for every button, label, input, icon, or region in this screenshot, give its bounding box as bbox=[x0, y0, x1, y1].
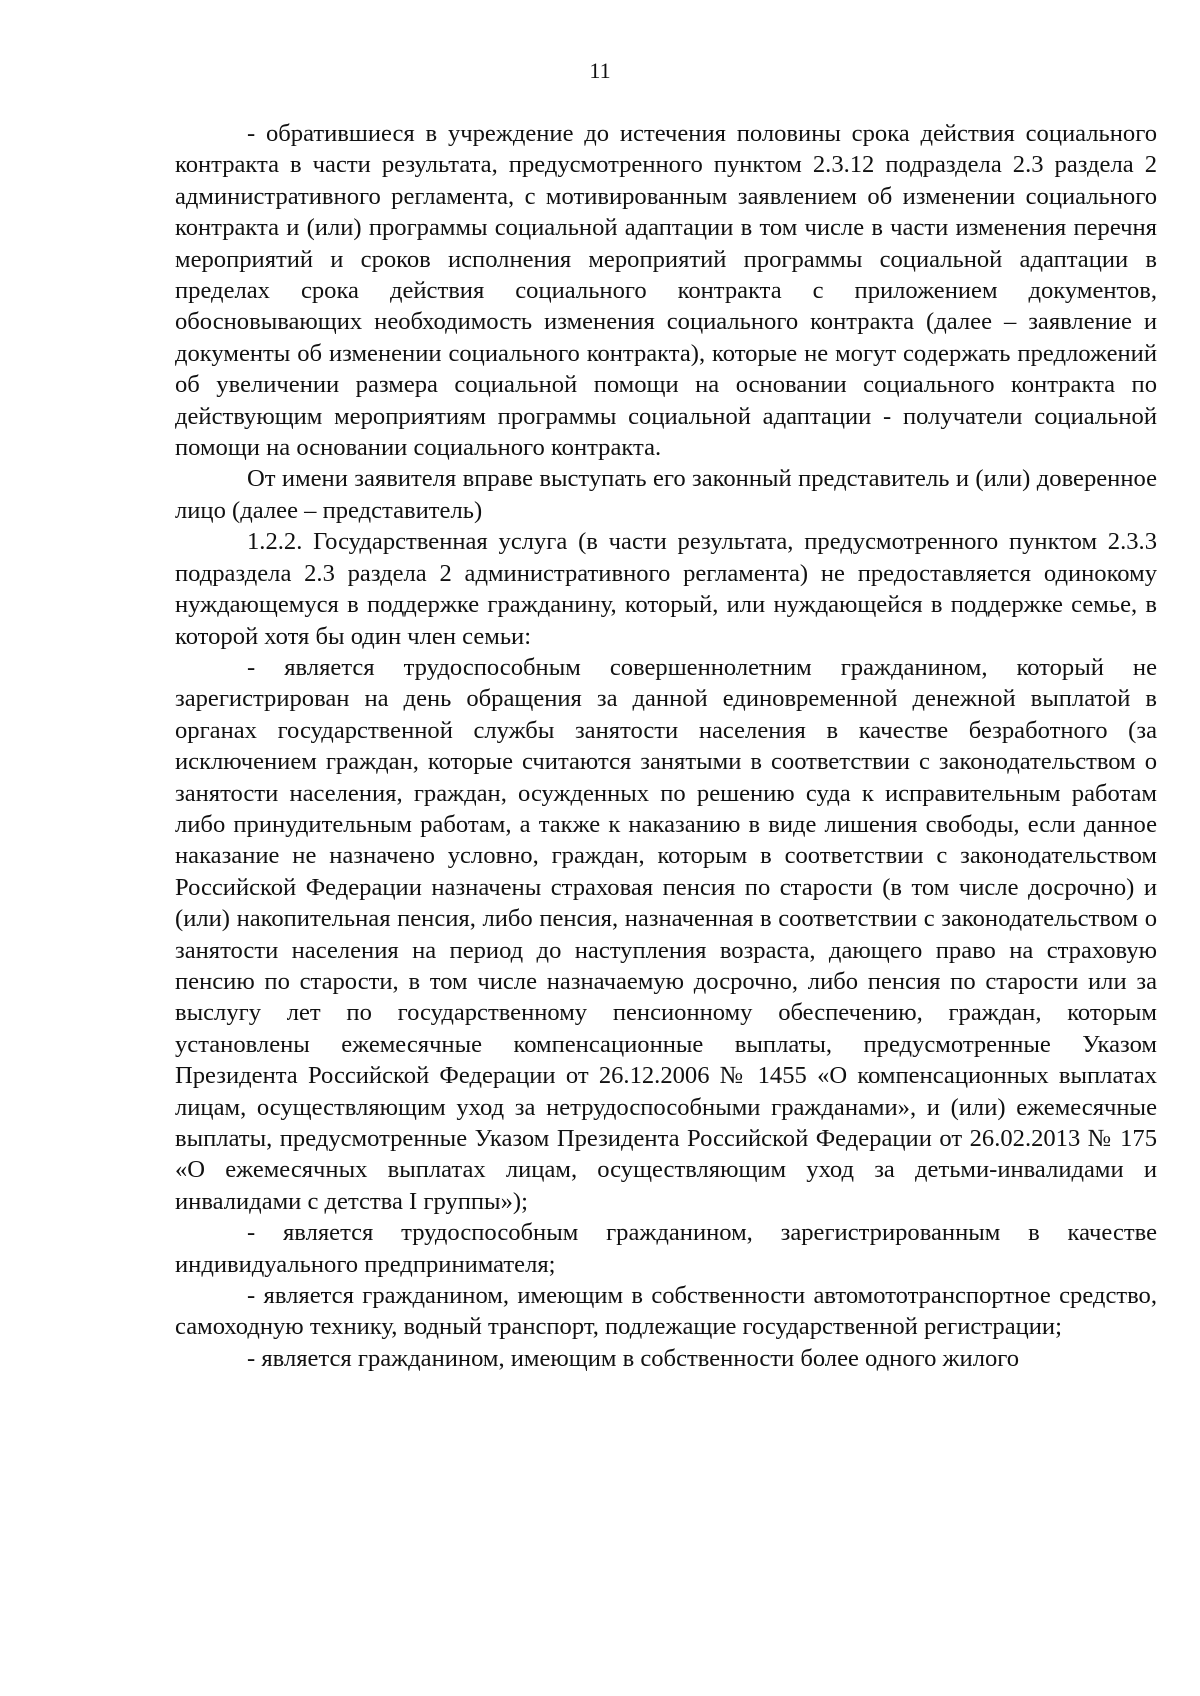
paragraph-individual-entrepreneur: - является трудоспособным гражданином, зарегистрированным в качестве индивидуального предпринимателя; bbox=[175, 1219, 1157, 1278]
paragraph-1-2-2: 1.2.2. Государственная услуга (в части результата, предусмотренного пунктом 2.3.3 подраздела 2.3 раздела 2 административного регламента) не предоставляется одинокому нуждающемуся в поддержке гражданину, который, или нуждающейся в поддержке семье, в которой хотя бы один член семьи: bbox=[175, 528, 1157, 650]
document-body bbox=[175, 118, 1157, 1374]
paragraph-applicants-change-contract: - обратившиеся в учреждение до истечения половины срока действия социального контракта в части результата, предусмотренного пунктом 2.3.12 подраздела 2.3 раздела 2 административного регламента, с мотивированным заявлением об изменении социального контракта и (или) программы социальной адаптации в том числе в части изменения перечня мероприятий и сроков исполнения мероприятий программы социальной адаптации в пределах срока действия социального контракта с приложением документов, обосновывающих необходимость изменения социального контракта (далее – заявление и документы об изменении социального контракта), которые не могут содержать предложений об увеличении размера социальной помощи на основании социального контракта по действующим мероприятиям программы социальной адаптации - получатели социальной помощи на основании социального контракта. bbox=[175, 120, 1157, 462]
paragraph-representative: От имени заявителя вправе выступать его законный представитель и (или) доверенное лицо (далее – представитель) bbox=[175, 465, 1157, 524]
page-number: 11 bbox=[589, 58, 611, 83]
paragraph-able-bodied-not-registered: - является трудоспособным совершеннолетним гражданином, который не зарегистрирован на день обращения за данной единовременной денежной выплатой в органах государственной службы занятости населения в качестве безработного (за исключением граждан, которые считаются занятыми в соответствии с законодательством о занятости населения, граждан, осужденных по решению суда к исправительным работам либо принудительным работам, а также к наказанию в виде лишения свободы, если данное наказание не назначено условно, граждан, которым в соответствии с законодательством Российской Федерации назначены страховая пенсия по старости (в том числе досрочно) и (или) накопительная пенсия, либо пенсия, назначенная в соответствии с законодательством о занятости населения на период до наступления возраста, дающего право на страховую пенсию по старости, в том числе назначаемую досрочно, либо пенсия по старости или за выслугу лет по государственному пенсионному обеспечению, граждан, которым установлены ежемесячные компенсационные выплаты, предусмотренные Указом Президента Российской Федерации от 26.12.2006 № 1455 «О компенсационных выплатах лицам, осуществляющим уход за нетрудоспособными гражданами», и (или) ежемесячные выплаты, предусмотренные Указом Президента Российской Федерации от 26.02.2013 № 175 «О ежемесячных выплатах лицам, осуществляющим уход за детьми-инвалидами и инвалидами с детства I группы»); bbox=[175, 653, 1157, 1215]
paragraph-housing-owner: - является гражданином, имеющим в собственности более одного жилого bbox=[247, 1344, 1020, 1372]
paragraph-vehicle-owner: - является гражданином, имеющим в собственности автомототранспортное средство, самоходную технику, водный транспорт, подлежащие государственной регистрации; bbox=[175, 1282, 1157, 1341]
